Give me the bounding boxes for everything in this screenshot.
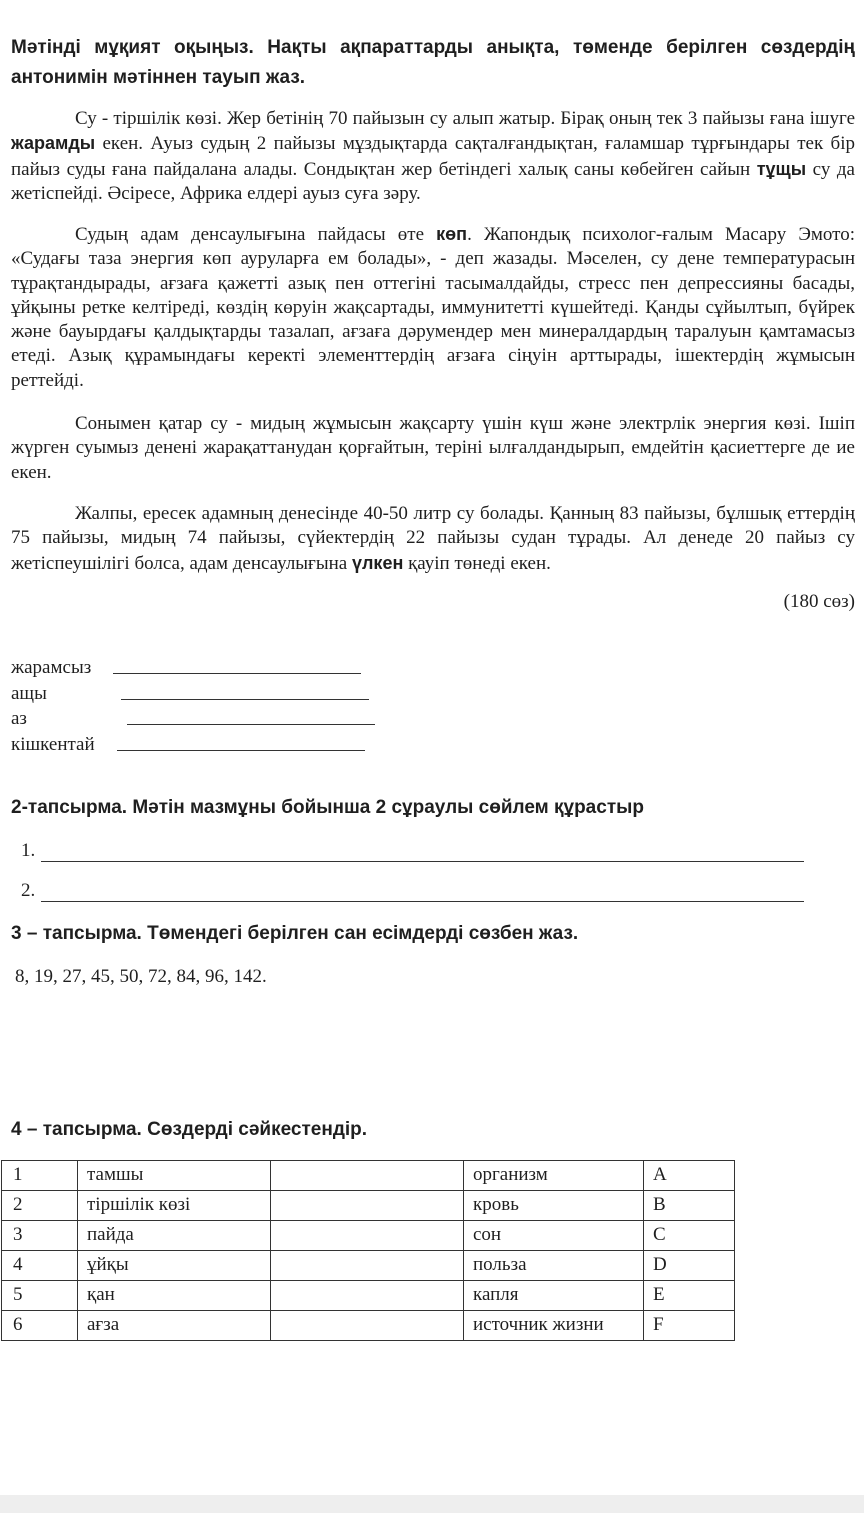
row-number: 6 [2, 1311, 78, 1341]
task2-title: 2-тапсырма. Мәтін мазмұны бойынша 2 сұраулы сөйлем құрастыр [11, 797, 644, 818]
answer-cell[interactable] [271, 1191, 464, 1221]
matching-table [1, 1160, 735, 1341]
paragraph-3: Сонымен қатар су - мидың жұмысын жақсарту үшін күш және электрлік энергия көзі. Ішіп жүрген суымыз денені жарақаттанудан қорғайтын, теріні ылғалдандырып, емдейтін қасиеттерге де ие екен. [11, 413, 855, 483]
answer-line[interactable] [41, 843, 804, 862]
table-row [2, 1281, 735, 1311]
answer-cell[interactable] [271, 1311, 464, 1341]
question-line-1 [21, 840, 804, 862]
paragraph-2: Судың адам денсаулығына пайдасы өте көп. Жапондық психолог-ғалым Масару Эмото: «Судағы таза энергия көп ауруларға ем болады», - деп жазады. Мәселен, су дене температурасын тұрақтандырады, ағзаға қажетті азық пен оттегіні тасымалдайды, стресс пен депрессияны басады, ұйқыны ретке келтіреді, көздің көруін жақсартады, иммунитетті күшейтеді. Қанды сұйылтып, бүйрек және бауырдағы қалдықтарды тазалап, ағзаға дәрумендер мен минералдардың таралуын қамтамасыз етеді. Азық құрамындағы керекті элементтердің ағзаға сіңуін арттырады, ішектердің жұмысын реттейді. [11, 224, 856, 391]
letter: E [644, 1281, 735, 1311]
row-number: 1 [2, 1161, 78, 1191]
keyword-ulken: үлкен [351, 552, 404, 573]
kazakh-word: қан [78, 1281, 271, 1311]
question-line-2 [21, 880, 804, 902]
kazakh-word: пайда [78, 1221, 271, 1251]
keyword-kop: көп [436, 224, 468, 244]
russian-word: кровь [464, 1191, 644, 1221]
antonym-row [11, 732, 375, 758]
table-row [2, 1161, 735, 1191]
answer-line[interactable] [117, 732, 365, 751]
answer-cell[interactable] [271, 1221, 464, 1251]
task4-title: 4 – тапсырма. Сөздерді сәйкестендір. [11, 1119, 368, 1140]
table-row [2, 1191, 735, 1221]
question-number: 1. [21, 840, 36, 861]
antonym-row [11, 681, 375, 707]
letter: B [644, 1191, 735, 1221]
letter: D [644, 1251, 735, 1281]
word-count: (180 сөз) [783, 591, 855, 612]
table-row [2, 1311, 735, 1341]
antonym-word: жарамсыз [11, 657, 92, 678]
letter: F [644, 1311, 735, 1341]
letter: C [644, 1221, 735, 1251]
table-row [2, 1251, 735, 1281]
answer-line[interactable] [127, 706, 375, 725]
antonym-list [11, 655, 375, 757]
instruction-heading: Мәтінді мұқият оқыңыз. Нақты ақпараттарды анықта, төменде берілген сөздердің антонимін мәтіннен тауып жаз. [11, 37, 855, 88]
kazakh-word: ұйқы [78, 1251, 271, 1281]
russian-word: капля [464, 1281, 644, 1311]
antonym-word: ащы [11, 682, 47, 704]
row-number: 5 [2, 1281, 78, 1311]
answer-cell[interactable] [271, 1251, 464, 1281]
answer-cell[interactable] [271, 1161, 464, 1191]
task3-title: 3 – тапсырма. Төмендегі берілген сан есімдерді сөзбен жаз. [11, 923, 579, 944]
kazakh-word: ағза [78, 1311, 271, 1341]
russian-word: польза [464, 1251, 644, 1281]
answer-line[interactable] [41, 883, 804, 902]
answer-line[interactable] [121, 681, 369, 700]
row-number: 2 [2, 1191, 78, 1221]
numbers-list: 8, 19, 27, 45, 50, 72, 84, 96, 142. [15, 966, 267, 987]
antonym-row [11, 706, 375, 732]
table-row [2, 1221, 735, 1251]
question-number: 2. [21, 880, 36, 901]
antonym-row [11, 655, 375, 681]
keyword-tushshy: тұщы [756, 158, 807, 179]
antonym-word: аз [11, 708, 27, 729]
letter: A [644, 1161, 735, 1191]
russian-word: организм [464, 1161, 644, 1191]
russian-word: источник жизни [464, 1311, 644, 1341]
keyword-zharamdy: жарамды [11, 133, 96, 154]
answer-cell[interactable] [271, 1281, 464, 1311]
antonym-word: кішкентай [11, 733, 95, 755]
row-number: 4 [2, 1251, 78, 1281]
kazakh-word: тамшы [78, 1161, 271, 1191]
bottom-bar [0, 1495, 864, 1513]
paragraph-1: Су - тіршілік көзі. Жер бетінің 70 пайызын су алып жатыр. Бірақ оның тек 3 пайызы ғана ішуге жарамды екен. Ауыз судың 2 пайызы мұздықтарда сақталғандықтан, ғаламшар тұрғындары тек бір пайыз суды ғана пайдалана алады. Сондықтан жер бетіндегі халық саны көбейген сайын тұщы су да жетіспейді. Әсіресе, Африка елдері ауыз суға зәру. [11, 108, 855, 204]
row-number: 3 [2, 1221, 78, 1251]
kazakh-word: тіршілік көзі [78, 1191, 271, 1221]
russian-word: сон [464, 1221, 644, 1251]
paragraph-4: Жалпы, ересек адамның денесінде 40-50 литр су болады. Қанның 83 пайызы, бұлшық еттердің 75 пайызы, мидың 74 пайызы, сүйектердің 22 пайызы судан тұрады. Ал денеде 20 пайыз су жетіспеушілігі болса, адам денсаулығына үлкен қауіп төнеді екен. [11, 503, 855, 574]
answer-line[interactable] [113, 655, 361, 674]
